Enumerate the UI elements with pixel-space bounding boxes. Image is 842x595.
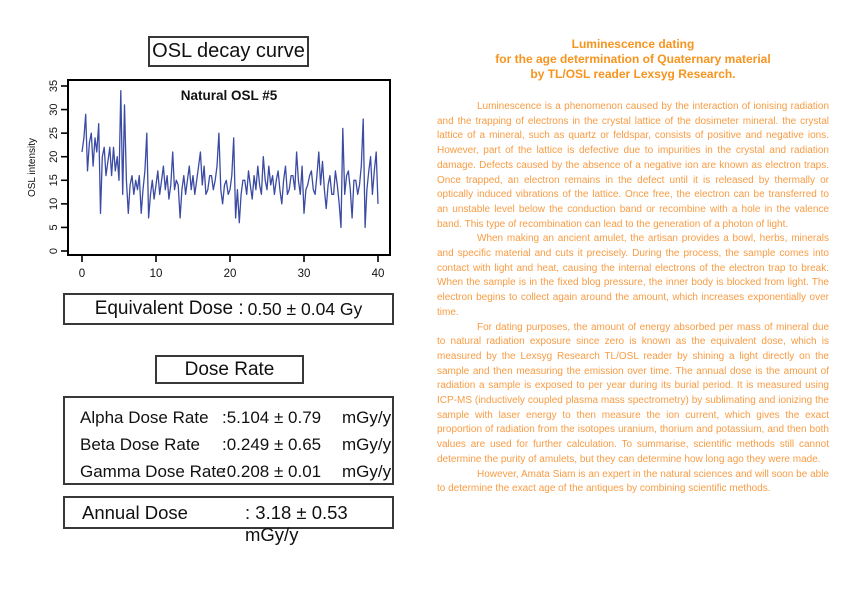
chart-svg — [25, 70, 403, 290]
x-tick-label: 0 — [78, 268, 86, 280]
heading-line-3: by TL/OSL reader Lexsyg Research. — [530, 67, 736, 81]
x-tick-label: 40 — [371, 268, 385, 280]
heading-line-1: Luminescence dating — [571, 37, 695, 51]
y-tick-label: 35 — [47, 79, 60, 93]
x-tick-label: 10 — [149, 268, 163, 280]
chart-header-box — [148, 36, 309, 67]
alpha-dose-rate-value: :5.104 ± 0.79 — [222, 408, 322, 427]
y-axis-label: OSL intensity — [27, 137, 38, 198]
beta-dose-rate-value: :0.249 ± 0.65 — [222, 435, 322, 454]
y-tick-label: 15 — [47, 174, 60, 187]
y-tick-label: 0 — [47, 247, 60, 255]
paragraph-amata-siam: However, Amata Siam is an expert in the natural sciences and will soon be able to determine the exact age of the antiques by combining scientific methods. — [437, 468, 829, 495]
dose-rate-header-box — [155, 355, 304, 384]
beta-dose-rate-unit: mGy/y — [342, 435, 392, 454]
chart-header-label: OSL decay curve — [152, 40, 305, 62]
y-tick-label: 10 — [47, 197, 60, 210]
y-tick-label: 5 — [47, 224, 60, 231]
table-row — [80, 404, 392, 431]
y-tick-label: 30 — [47, 103, 60, 116]
right-panel-body — [437, 100, 829, 497]
gamma-dose-rate-label: Gamma Dose Rate — [80, 462, 226, 481]
y-tick-label: 20 — [47, 150, 60, 163]
chart-line — [82, 91, 378, 228]
annual-dose-label: Annual Dose — [82, 502, 188, 523]
equivalent-dose-box — [63, 293, 394, 325]
heading-line-2: for the age determination of Quaternary material — [495, 52, 771, 66]
paragraph-dating: For dating purposes, the amount of energy absorbed per mass of mineral due to natural radiation exposure since zero is known as the equivalent dose, which is measured by the Lexsyg Research TL/OSL reader by shining a light directly on the sample and then measuring the emission over time. The annual dose is the amount of radiation a sample is exposed to per year during its burial period. It is measured using ICP-MS (inductively coupled plasma mass spectrometry) by sublimating and ionizing the sample with laser energy to then measure the ion current, which gives the exact proportion of radiation from the isotopes uranium, thorium and potassium, and then both values are used for further calculation. To summarise, scientific methods still cannot determine the purity of amulets, but they can determine how long ago they were made. — [437, 321, 829, 465]
gamma-dose-rate-value: :0.208 ± 0.01 — [222, 462, 322, 481]
x-tick-label: 20 — [223, 268, 237, 280]
x-tick-label: 30 — [297, 268, 311, 280]
table-row — [80, 458, 392, 485]
annual-dose-box — [63, 496, 394, 545]
dose-rate-table — [63, 396, 394, 485]
y-tick-label: 25 — [47, 127, 60, 140]
equivalent-dose-value: 0.50 ± 0.04 Gy — [247, 298, 363, 319]
beta-dose-rate-label: Beta Dose Rate — [80, 435, 201, 454]
annual-dose-value: : 3.18 ± 0.53 mGy/y — [245, 502, 348, 545]
right-panel-heading — [437, 37, 829, 82]
alpha-dose-rate-label: Alpha Dose Rate — [80, 408, 209, 427]
osl-decay-chart — [25, 70, 403, 290]
paragraph-amulet: When making an ancient amulet, the artisan provides a bowl, herbs, minerals and specific material and cuts it precisely. During the process, the sample comes into contact with light and heat, causing the internal electrons of the electron trap to break. When the sample is in the fixed blog pressure, the inner body is blocked from light. The electron begins to collect again around the amount, which increases exponentially over time. — [437, 233, 829, 318]
alpha-dose-rate-unit: mGy/y — [342, 408, 392, 427]
table-row — [80, 431, 392, 458]
dose-rate-header-label: Dose Rate — [184, 358, 275, 380]
paragraph-luminescence: Luminescence is a phenomenon caused by the interaction of ionising radiation and the trapping of electrons in the crystal lattice of the dosimeter mineral. the crystal lattice of a mineral, such as quartz or feldspar, consists of positive and negative ions. However, part of the lattice is defective due to impurities in the crystal and radiation damage. Defects caused by the absence of a negative ion are known as electron traps. Once trapped, an electron remains in the defect until it is released by thermally or optically induced vibrations of the lattice. Once free, the electron can be transferred to an unstable level below the conduction band or recombine with a hole in the valence band. This type of recombination can lead to the generation of a photon of light. — [437, 101, 829, 230]
equivalent-dose-label: Equivalent Dose : — [94, 298, 244, 319]
chart-title: Natural OSL #5 — [180, 88, 278, 103]
gamma-dose-rate-unit: mGy/y — [342, 462, 392, 481]
